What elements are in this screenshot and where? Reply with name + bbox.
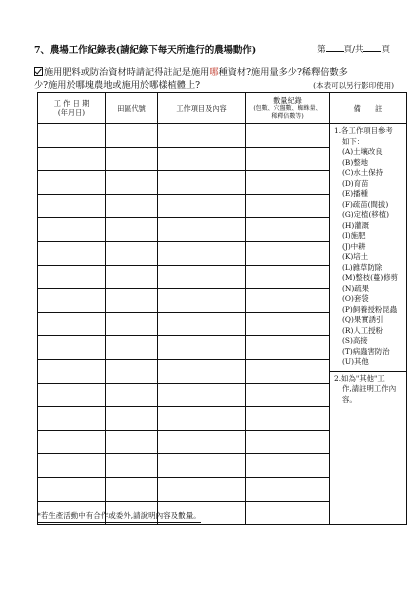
date-cell[interactable] xyxy=(38,454,106,478)
field-code-cell[interactable] xyxy=(106,430,158,454)
quantity-cell[interactable] xyxy=(246,454,330,478)
work-item-cell[interactable] xyxy=(158,289,246,313)
work-item-option: (R)人工授粉 xyxy=(342,325,383,335)
date-cell[interactable] xyxy=(38,312,106,336)
date-cell[interactable] xyxy=(38,336,106,360)
work-item-option: (T)病蟲害防治 xyxy=(342,346,390,356)
work-item-cell[interactable] xyxy=(158,147,246,171)
field-code-cell[interactable] xyxy=(106,194,158,218)
form-title: 7、農場工作紀錄表(請紀錄下每天所進行的農場動作) xyxy=(34,45,257,56)
date-cell[interactable] xyxy=(38,194,106,218)
quantity-cell[interactable] xyxy=(246,194,330,218)
work-item-option: (N)疏果 xyxy=(342,283,370,293)
instruction-line-2: 少?施用於哪塊農地或施用於哪樣植體上? (本表可以另行影印使用) xyxy=(34,80,394,91)
page-header xyxy=(34,42,390,58)
work-item-option: (G)定植(移植) xyxy=(342,210,390,219)
quantity-cell[interactable] xyxy=(246,124,330,148)
quantity-cell[interactable] xyxy=(246,218,330,242)
date-cell[interactable] xyxy=(38,124,106,148)
work-item-option: (P)飼養授粉昆蟲 xyxy=(342,304,398,314)
remarks-note-1: 1.各工作項目參考 如下： (A)土壤改良 (B)整地 (C)水土保持 (D)育苗 (E)播種 (F)疏苗(間拔) (G)定植(移植) (H)灌溉 (I)施肥 (J)中耕 (K)培土 (L)雜草防除 (M)整枝(蔓)修剪 (N)疏果 (O)套袋 (P)飼養授粉昆蟲 (Q)果實誘引 (R)人工授粉 (S)高接 (T)病蟲害防治 (U)其他 xyxy=(330,124,406,372)
work-item-cell[interactable] xyxy=(158,430,246,454)
instruction-line-1: 施用肥料或防治資材時請記得註記是施用哪種資材?施用量多少?稀釋倍數多 xyxy=(34,66,394,79)
work-item-option: (B)整地 xyxy=(342,157,368,167)
checked-box-icon xyxy=(34,67,43,76)
footnote: *若生產活動中有合作或委外,請說明內容及數量。 xyxy=(37,510,201,523)
work-item-option: (I)施肥 xyxy=(342,231,366,240)
work-item-cell[interactable] xyxy=(158,454,246,478)
date-cell[interactable] xyxy=(38,430,106,454)
copy-note: (本表可以另行影印使用) xyxy=(313,81,394,90)
page-total-blank[interactable] xyxy=(363,42,381,52)
work-item-option: (C)水土保持 xyxy=(342,168,383,177)
work-item-option: (A)土壤改良 xyxy=(342,147,383,156)
work-item-option: (O)套袋 xyxy=(342,294,369,303)
quantity-cell[interactable] xyxy=(246,359,330,383)
field-code-cell[interactable] xyxy=(106,289,158,313)
work-item-cell[interactable] xyxy=(158,241,246,265)
col-field-code-header: 田區代號 xyxy=(106,93,158,124)
field-code-cell[interactable] xyxy=(106,241,158,265)
field-code-cell[interactable] xyxy=(106,147,158,171)
date-cell[interactable] xyxy=(38,241,106,265)
table-row xyxy=(38,124,407,148)
work-item-option: (S)高接 xyxy=(342,336,368,345)
quantity-cell[interactable] xyxy=(246,289,330,313)
date-cell[interactable] xyxy=(38,383,106,407)
work-item-cell[interactable] xyxy=(158,359,246,383)
work-item-cell[interactable] xyxy=(158,312,246,336)
work-item-option: (M)整枝(蔓)修剪 xyxy=(342,273,399,282)
date-cell[interactable] xyxy=(38,265,106,289)
quantity-cell[interactable] xyxy=(246,430,330,454)
date-cell[interactable] xyxy=(38,171,106,195)
page-suffix: 頁 xyxy=(381,45,390,55)
highlighted-word: 哪 xyxy=(209,67,219,78)
work-item-cell[interactable] xyxy=(158,194,246,218)
date-cell[interactable] xyxy=(38,477,106,501)
work-item-option: (E)播種 xyxy=(342,189,368,198)
field-code-cell[interactable] xyxy=(106,312,158,336)
field-code-cell[interactable] xyxy=(106,383,158,407)
quantity-cell[interactable] xyxy=(246,477,330,501)
page-prefix: 第 xyxy=(317,45,326,55)
work-log-table xyxy=(37,92,407,525)
date-cell[interactable] xyxy=(38,407,106,431)
col-remarks-header: 備 註 xyxy=(330,93,407,124)
col-quantity-header: 數量紀錄 (包數、穴盤數、蜘蛛量、 稀釋倍數等) xyxy=(246,93,330,124)
date-cell[interactable] xyxy=(38,289,106,313)
field-code-cell[interactable] xyxy=(106,124,158,148)
date-cell[interactable] xyxy=(38,359,106,383)
col-work-item-header: 工作項目及內容 xyxy=(158,93,246,124)
work-item-cell[interactable] xyxy=(158,124,246,148)
work-item-cell[interactable] xyxy=(158,218,246,242)
work-item-option: (L)雜草防除 xyxy=(342,262,383,272)
work-item-cell[interactable] xyxy=(158,171,246,195)
field-code-cell[interactable] xyxy=(106,265,158,289)
work-items-list xyxy=(334,147,404,368)
quantity-cell[interactable] xyxy=(246,383,330,407)
quantity-cell[interactable] xyxy=(246,265,330,289)
work-item-cell[interactable] xyxy=(158,407,246,431)
work-item-option: (Q)果實誘引 xyxy=(342,315,384,324)
field-code-cell[interactable] xyxy=(106,171,158,195)
work-item-cell[interactable] xyxy=(158,265,246,289)
quantity-cell[interactable] xyxy=(246,336,330,360)
quantity-cell[interactable] xyxy=(246,501,330,525)
col-date-header: 工 作 日 期 (年月日) xyxy=(38,93,106,124)
header-row xyxy=(38,93,407,124)
remarks-cell xyxy=(330,124,407,525)
field-code-cell[interactable] xyxy=(106,336,158,360)
work-item-option: (F)疏苗(間拔) xyxy=(342,199,389,209)
work-item-option: (H)灌溉 xyxy=(342,220,369,230)
work-item-option: (D)育苗 xyxy=(342,178,369,188)
work-item-cell[interactable] xyxy=(158,383,246,407)
date-cell[interactable] xyxy=(38,147,106,171)
quantity-cell[interactable] xyxy=(246,241,330,265)
work-item-option: (K)培土 xyxy=(342,252,369,261)
page-mid: 頁/共 xyxy=(343,45,364,55)
field-code-cell[interactable] xyxy=(106,454,158,478)
work-item-cell[interactable] xyxy=(158,477,246,501)
quantity-cell[interactable] xyxy=(246,312,330,336)
field-code-cell[interactable] xyxy=(106,218,158,242)
page-number-blank[interactable] xyxy=(326,42,344,52)
work-item-option: (U)其他 xyxy=(342,357,369,366)
work-item-cell[interactable] xyxy=(158,336,246,360)
remarks-note-2: 2.如為"其他"工 作,請註明工作內 容。 xyxy=(334,373,397,404)
quantity-cell[interactable] xyxy=(246,171,330,195)
instructions xyxy=(34,66,394,92)
work-item-option: (J)中耕 xyxy=(342,241,366,251)
page-counter xyxy=(317,42,390,55)
field-code-cell[interactable] xyxy=(106,359,158,383)
quantity-cell[interactable] xyxy=(246,147,330,171)
date-cell[interactable] xyxy=(38,218,106,242)
quantity-cell[interactable] xyxy=(246,407,330,431)
field-code-cell[interactable] xyxy=(106,477,158,501)
field-code-cell[interactable] xyxy=(106,407,158,431)
